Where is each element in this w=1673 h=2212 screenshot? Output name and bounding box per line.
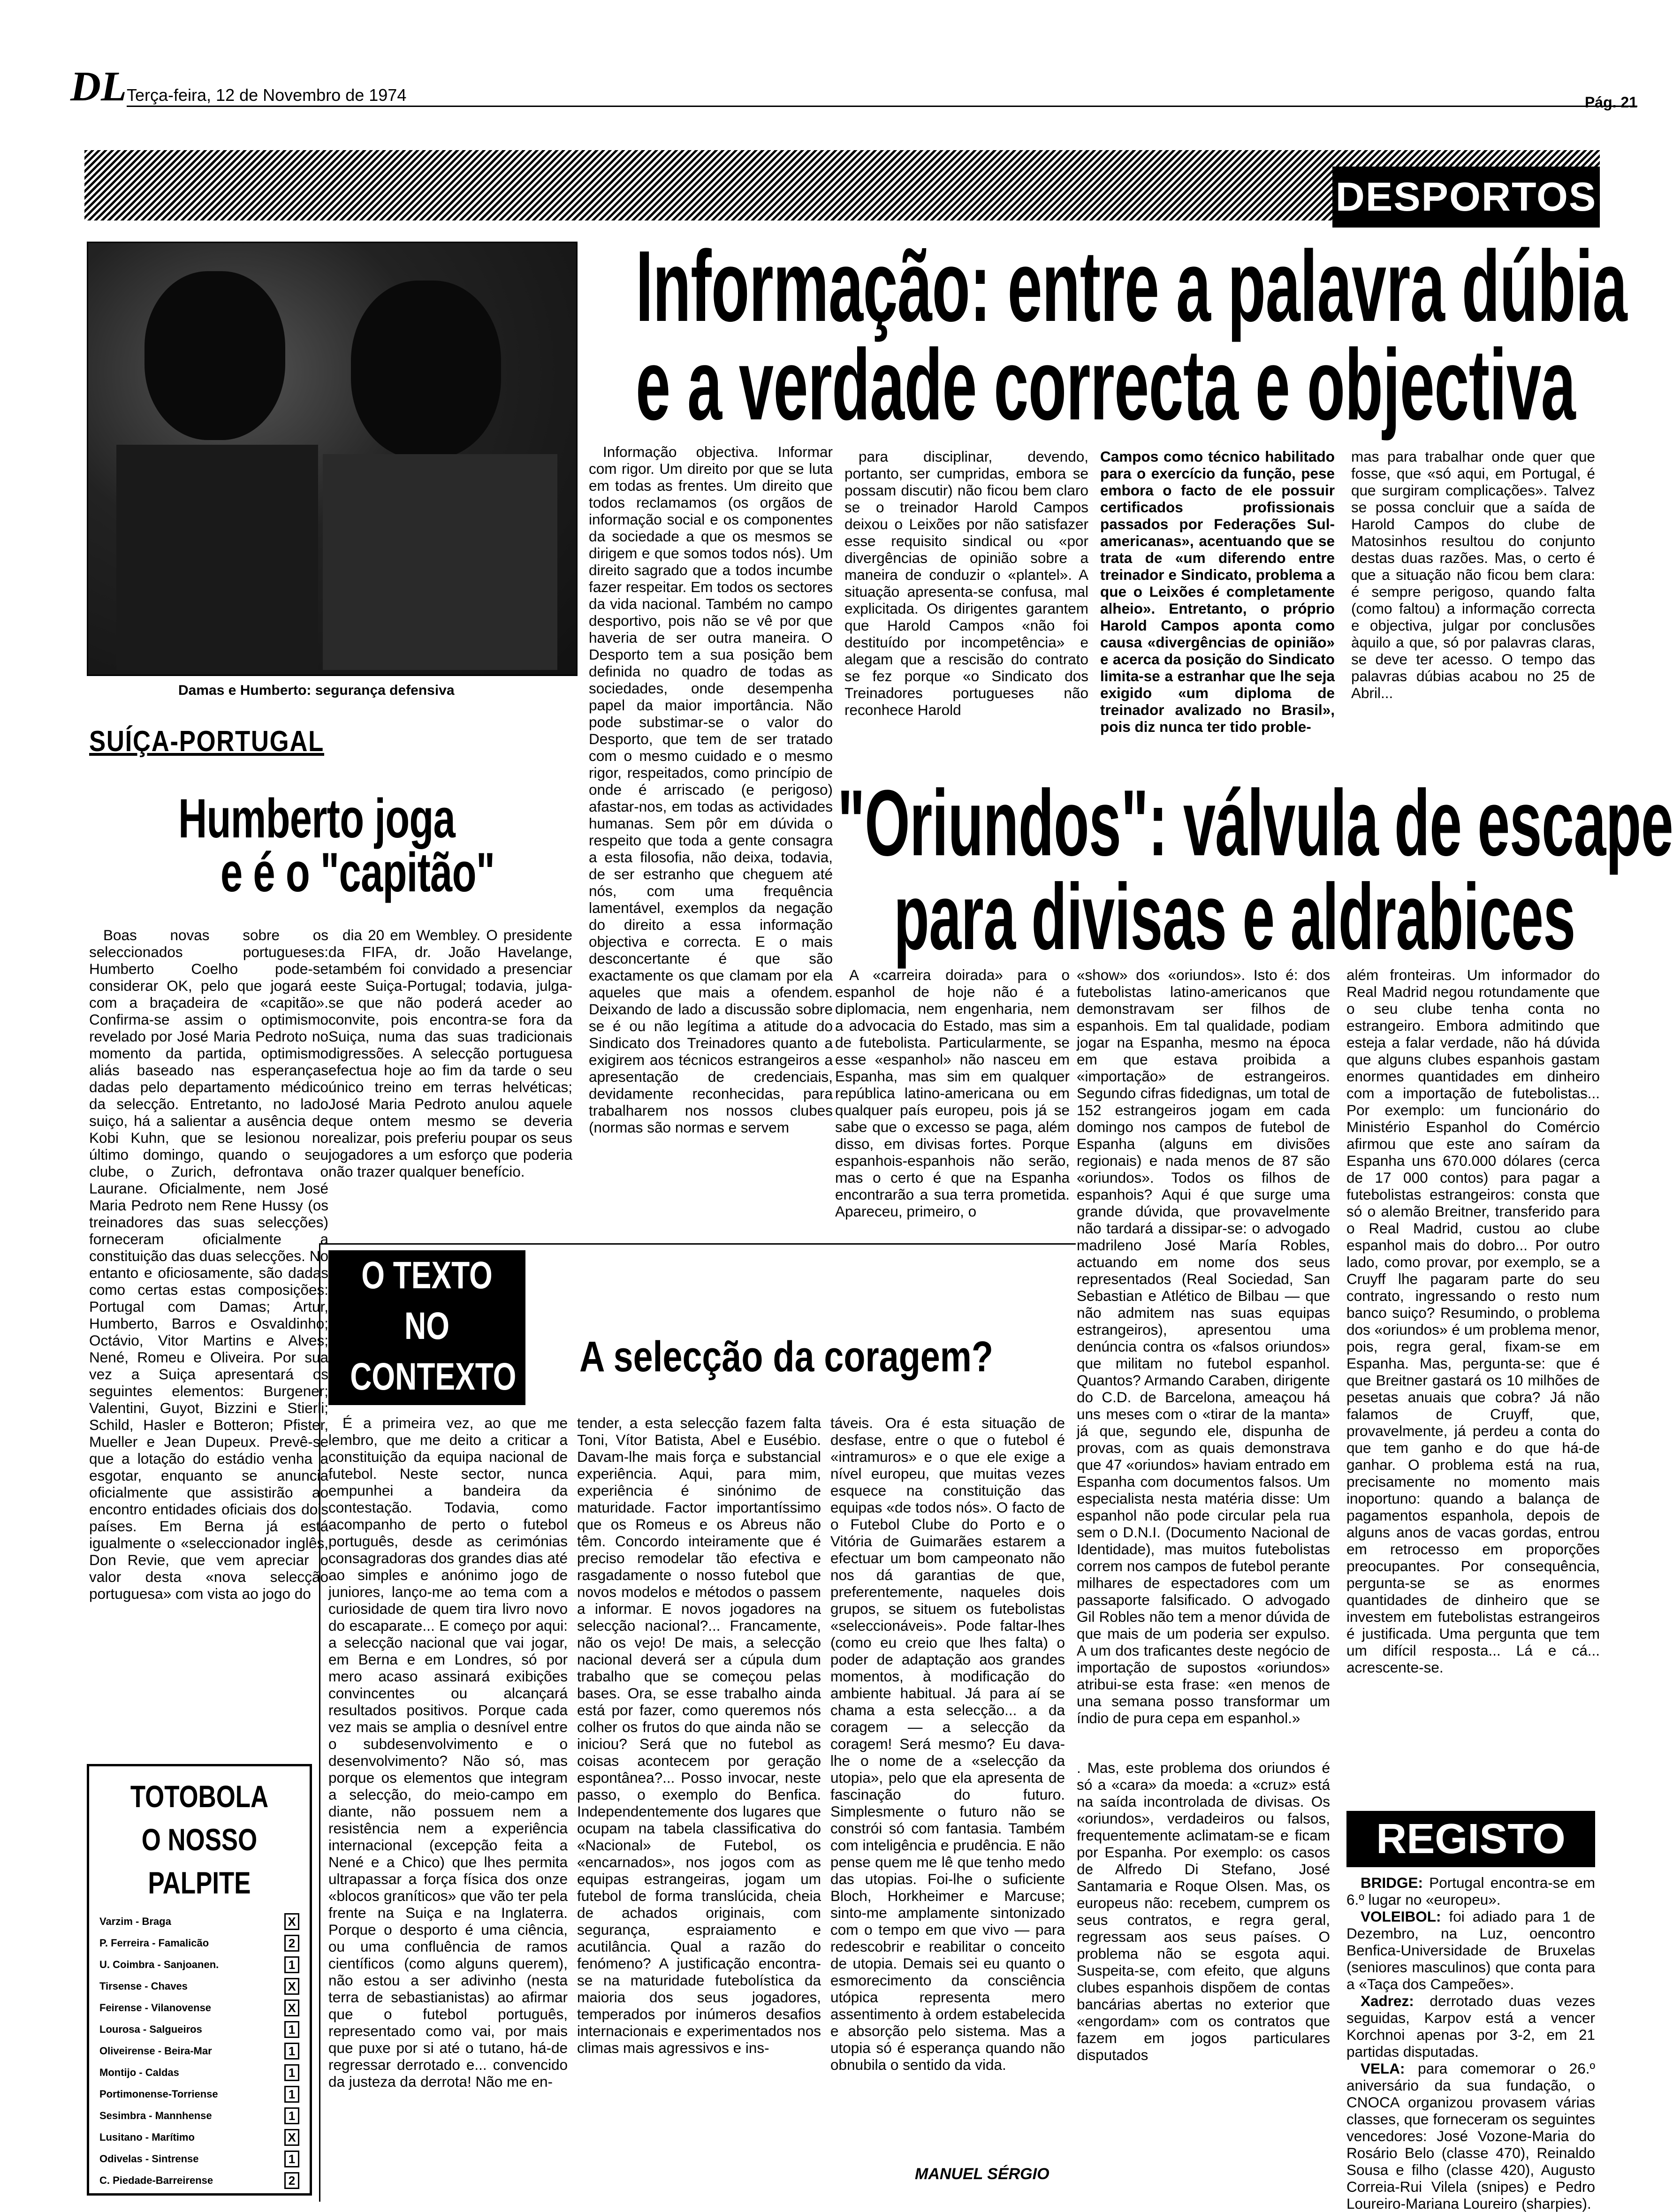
texto-article-col2: tender, a esta selecção fazem falta Toni, Vítor Batista, Abel e Eusébio. Davam-lhe mais força e substancial experiência. Aqui, para mim, experiência é sinónimo de maturidade. Factor importantíssimo que os Romeus e os Abreus não têm. Concordo inteiramente que é preciso remodelar tão efectiva e rasgadamente o nosso futebol que novos modelos e métodos o passem a informar. E novos jogadores na selecção nacional?... Francamente, não os vejo! De mais, a selecção nacional deverá ser a cúpula dum trabalho que se começou pelas bases. Ora, se esse trabalho ainda está por fazer, como queremos nós colher os frutos do que ainda não se iniciou? Será que no futebol as coisas acontecem por geração espontânea?... Posso invocar, neste passo, o exemplo do Benfica. Independentemente dos lugares que ocupam na tabela classificativa do «Nacional» de Futebol, os «encarnados», nos jogos com as equipas estrangeiras, jogam um futebol de forma translúcida, cheia de achados originais, com segurança, espraiamento e acutilância. Qual a razão do fenómeno? A justificação encontra-se na maturidade futebolística da maioria dos seus jogadores, temperados por inúmeros desafios internacionais e experimentados nos climas mais agressivos e ins- — [577, 1414, 821, 2056]
oriundos-article-col1: A «carreira doirada» para o espanhol de hoje não é a diplomacia, nem engenharia, nem a advocacia do Estado, mas sim a de futebolista. Particularmente, se esse «espanhol» não nasceu em Espanha, mas sim em qualquer república latino-americana ou em qualquer país europeu, pois já se sabe que o excesso se paga, além disso, em divisas fortes. Porque espanhois-espanhois não serão, mas o certo é que na Espanha encontrarão a sua terra prometida. Apareceu, primeiro, o — [835, 966, 1070, 1220]
texto-author: MANUEL SÉRGIO — [915, 2165, 1049, 2183]
texto-box — [328, 1250, 525, 1405]
oriundos-article-col2: «show» dos «oriundos». Isto é: dos futebolistas latino-americanos que demonstravam ser filhos de espanhois. Em tal qualidade, podiam jogar na Espanha, mesmo na época em que estava proibida a «importação» de estrangeiros. Segundo cifras fidedignas, um total de 152 estrangeiros jogam em cada domingo nos campos de futebol de Espanha (alguns em divisões regionais) e nada menos de 87 são «oriundos». Todos os filhos de espanhois? Aqui é que surge uma grande dúvida, que provavelmente não tardará a dissipar-se: o advogado madrileno José María Robles, actuando em nome dos seus representados (Real Sociedad, San Sebastian e Atlético de Bilbau — que não admitem nas suas equipas estrangeiros), apresentou uma denúncia contra os «falsos oriundos» que militam no futebol espanhol. Quantos? Armando Caraben, dirigente do C.D. de Barcelona, ameaçou há uns meses com o «tirar de la manta» já que, segundo ele, dispunha de provas, com as quais demonstrava que 47 «oriundos» haviam entrado em Espanha com documentos falsos. Um especialista nesta matéria disse: Um espanhol não pode circular pela rua sem o D.N.I. (Documento Nacional de Identidade), mas muitos futebolistas correm nos campos de futebol perante milhares de espectadores com um passaporte falsificado. O advogado Gil Robles não tem a menor dúvida de que mais de um poderia ser expulso. A um dos traficantes deste negócio de importação de supostos «oriundos» atribui-se esta frase: «en menos de una semana posso transformar um índio de pura cepa em espanhol.» — [1077, 966, 1330, 1726]
totobola-tip: 1 — [284, 2107, 299, 2124]
registo-title: REGISTO — [1346, 1811, 1595, 1867]
totobola-tip: 1 — [284, 2043, 299, 2060]
registo-item-label: VOLEIBOL: — [1361, 1908, 1449, 1925]
totobola-row — [99, 2083, 299, 2105]
registo-item-text: foi adiado para 1 de Dezembro, na Luz, oencontro Benfica-Universidade de Bruxelas (seniores masculinos) que conta para a «Taça dos Campeões». — [1346, 1908, 1595, 1992]
totobola-row — [99, 2062, 299, 2083]
totobola-match: Lourosa - Salgueiros — [99, 2023, 202, 2035]
texto-headline: A selecção da coragem? — [579, 1333, 993, 1381]
totobola-tip: 1 — [284, 2086, 299, 2103]
suica-article-col1: Boas novas sobre os seleccionados portugueses: Humberto Coelho pode-se considerar OK, pelo que jogará e com a braçadeira de «capitão». Confirma-se assim o optimismo revelado por José Maria Pedroto no momento da partida, optimismo aliás baseado nas esperanças dadas pelo departamento médico da selecção. Entretanto, no lado suiço, há a salientar a ausência de Kobi Kuhn, que se lesionou no último domingo, quando o seu clube, o Zurich, defrontava o Laurane. Oficialmente, nem José Maria Pedroto nem Rene Hussy (os treinadores das suas selecções) forneceram oficialmente a constituição das duas selecções. No entanto e oficiosamente, são dadas como certas estas composições: Portugal com Damas; Artur, Humberto, Barros e Osvaldinho; Octávio, Vitor Martins e Alves; Nené, Romeu e Oliveira. Por sua vez a Suiça apresentará os seguintes elementos: Burgener; Valentini, Guyot, Bizzini e Stierli; Schild, Hasler e Botteron; Pfister, Mueller e Jean Dupeux. Prevê-se que a lotação do estádio venha a esgotar, enquanto se anuncia oficialmente que assistirão ao encontro entidades oficiais dos dois países. Em Berna já está igualmente o «seleccionador inglês, Don Revie, que vem apreciar o valor desta «nova selecção portuguesa» com vista ao jogo do — [89, 927, 328, 1602]
page-number: Pág. 21 — [1584, 94, 1637, 111]
totobola-row — [99, 2040, 299, 2062]
photo-damas-humberto — [87, 242, 578, 676]
totobola-tip: 1 — [284, 2021, 299, 2038]
oriundos-article-col3: além fronteiras. Um informador do Real Madrid negou rotundamente que o seu clube tenha conta no estrangeiro. Embora admitindo que esteja a falar verdade, não há dúvida que alguns clubes espanhois gastam enormes quantidades em dinheiro com a importação de futebolistas... Por exemplo: um funcionário do Ministério Espanhol do Comércio afirmou que este ano saíram da Espanha uns 670.000 dólares (cerca de 17 000 contos) para pagar a futebolistas estrangeiros: consta que só o alemão Breitner, transferido para o Real Madrid, custou ao clube espanhol mais do dobro... Por outro lado, como provar, por exemplo, se a Cruyff lhe pagaram parte do seu contrato, ingressando o resto num banco suiço? Resumindo, o problema dos «oriundos» é um problema menor, pois, regra geral, fixam-se em Espanha. Mas, pergunta-se: que é que Breitner gastará os 10 milhões de pesetas anuais que cobra? Já não falamos de Cruyff, que, provavelmente, já perdeu a conta do que tem ganho e do que há-de ganhar. O problema está na rua, precisamente no momento mais inoportuno: quando a balança de pagamentos espanhola, depois de alguns anos de vacas gordas, entrou em retrocesso em proporções preocupantes. Por consequência, pergunta-se se as enormes quantidades de dinheiro que se investem em futebolistas estrangeiros é justificada. Uma pergunta que tem um difícil resposta... Lá e cá... acrescente-se. — [1346, 966, 1600, 1676]
totobola-panel — [87, 1764, 312, 2196]
totobola-title-line1: TOTOBOLA — [130, 1779, 269, 1814]
suica-kicker: SUÍÇA-PORTUGAL — [89, 725, 325, 758]
date-line: Terça-feira, 12 de Novembro de 1974 — [127, 85, 407, 105]
oriundos-article-col4: . Mas, este problema dos oriundos é só a «cara» da moeda: a «cruz» está na saída incontrolada de divisas. Os «oriundos», verdadeiros ou falsos, frequentemente aclimatam-se e ficam por Espanha. Por exemplo: os casos de Alfredo Di Stefano, José Santamaria e Roque Olsen. Mas, os europeus não: recebem, cumprem os seus contratos, e regra geral, regressam aos seus países. O problema não se esgota aqui. Suspeita-se, com efeito, que alguns clubes espanhois dispõem de contas bancárias abertas no exterior que «engordam» com os contratos que fazem em jogos particulares disputados — [1077, 1759, 1330, 2063]
totobola-row — [99, 2127, 299, 2148]
totobola-tip: X — [284, 1999, 299, 2016]
totobola-title-line3: PALPITE — [148, 1865, 251, 1900]
figure-left — [144, 271, 285, 440]
totobola-match: Portimonense-Torriense — [99, 2088, 218, 2100]
totobola-match: Odivelas - Sintrense — [99, 2153, 199, 2165]
registo-list — [1346, 1874, 1595, 2212]
texto-article-col1: É a primeira vez, ao que me lembro, que me deito a criticar a constituição da equipa nacional de futebol. Neste sector, nunca empunhei a bandeira da contestação. Todavia, como acompanho de perto o futebol português, desde as cerimónias consagradoras dos grandes dias até ao simples e anónimo jogo de juniores, lanço-me ao tema com a curiosidade de quem tira livro novo do escaparate... E começo por aqui: a selecção nacional que vai jogar, em Berna e em Londres, só por mero acaso assinará exibições convincentes ou alcançará resultados positivos. Porque cada vez mais se amplia o desnível entre o subdesenvolvimento e o desenvolvimento? Não só, mas porque os elementos que integram a selecção, do meio-campo em diante, não possuem nem a resistência nem a experiência internacional (excepção feita a Nené e a Chico) que lhes permita ultrapassar a força física dos onze «blocos graníticos» que vão ter pela frente na Suiça e na Inglaterra. Porque o desporto é uma ciência, ou uma confluência de ramos científicos (como alguns querem), não estou a ser adivinho (nesta terra de sebastianistas) ao afirmar que o futebol português, representado como vai, por mais que puxe por si até o tutano, há-de regressar derrotado e... convencido da justeza da derrota! Não me en- — [328, 1414, 568, 2090]
registo-item — [1346, 1992, 1595, 2060]
newspaper-logo: DL — [70, 63, 127, 110]
section-title: DESPORTOS — [1332, 167, 1600, 228]
main-headline-line2: e a verdade correcta e objectiva — [636, 328, 1575, 441]
registo-item-label: BRIDGE: — [1361, 1874, 1430, 1891]
totobola-row — [99, 1911, 299, 1932]
totobola-match: Montijo - Caldas — [99, 2067, 179, 2078]
oriundos-headline-line2: para divisas e aldrabices — [894, 865, 1575, 969]
registo-item-text: para comemorar o 26.º aniversário da sua fundação, o CNOCA organizou provasem várias classes, que forneceram os seguintes vencedores: José Vozone-Maria do Rosário Belo (classe 470), Reinaldo Sousa e filho (classe 420), Augusto Correia-Rui Vilela (snipes) e Pedro Loureiro-Mariana Loureiro (sharpies). — [1346, 2060, 1595, 2212]
registo-item-label: VELA: — [1361, 2060, 1418, 2077]
texto-article-col3: táveis. Ora é esta situação de desfase, entre o que o futebol é «intramuros» e o que ele exige a nível europeu, que muitas vezes esquece na constituição das equipas «de todos nós». O facto de o Futebol Clube do Porto e o Vitória de Guimarães estarem a efectuar um bom campeonato não nos dá garantias de que, preferentemente, naqueles dois grupos, se situem os futebolistas «seleccionáveis». Pode faltar-lhes (como eu creio que lhes falta) o poder de adaptação aos grandes momentos, à modificação do ambiente habitual. Já para aí se chama a esta selecção... a da coragem — a selecção da coragem! Será mesmo? Eu dava-lhe o nome de a «selecção da utopia», pelo que ela apresenta de fascinação do futuro. Simplesmente o futuro não se constrói só com fantasia. Também com inteligência e prudência. E não pense quem me lê que tenho medo das utopias. Foi-lhe o suficiente Bloch, Horkheimer e Marcuse; sinto-me amplamente sintonizado com o tempo em que vivo — para redescobrir e reabilitar o conceito de utopia. Demais sei eu quanto o esmorecimento da consciência utópica representa mero assentimento à ordem estabelecida e absorção pelo sistema. Mas a utopia só é esperança quando não obnubila o sentido da vida. — [830, 1414, 1065, 2073]
suica-article-col2: dia 20 em Wembley. O presidente da FIFA, dr. João Havelange, também foi convidado a presenciar este Suiça-Portugal; todavia, julga-se que não poderá aceder ao convite, pois encontra-se fora da Suiça, numa das suas tradicionais digressões. A selecção portuguesa efectua hoje ao fim da tarde o seu único treino em terras helvéticas; José Maria Pedroto anulou aquele que ontem mesmo se deveria realizar, pois preferiu poupar os seus jogadores a um esforço que poderia não trazer qualquer benefício. — [328, 927, 572, 1180]
totobola-match: U. Coimbra - Sanjoanen. — [99, 1959, 219, 1970]
totobola-match: Varzim - Braga — [99, 1916, 171, 1927]
registo-item-label: Xadrez: — [1361, 1992, 1430, 2009]
texto-box-line1: O TEXTO — [361, 1254, 493, 1297]
totobola-match: Oliveirense - Beira-Mar — [99, 2045, 212, 2057]
totobola-row — [99, 2105, 299, 2127]
registo-item — [1346, 2060, 1595, 2212]
texto-box-line2: NO — [404, 1305, 449, 1347]
totobola-tip: 1 — [284, 2151, 299, 2167]
suica-headline-line2: e é o "capitão" — [221, 842, 495, 904]
totobola-row — [99, 2148, 299, 2170]
suica-headline-line1: Humberto joga — [178, 788, 456, 850]
figure-right-body — [323, 454, 557, 670]
totobola-tip: X — [284, 1978, 299, 1995]
photo-caption: Damas e Humberto: segurança defensiva — [178, 683, 455, 698]
totobola-list — [99, 1911, 299, 2191]
totobola-match: Feirense - Vilanovense — [99, 2002, 212, 2014]
totobola-match: P. Ferreira - Famalicão — [99, 1937, 209, 1949]
totobola-match: Sesimbra - Mannhense — [99, 2110, 212, 2121]
totobola-row — [99, 1954, 299, 1976]
registo-item — [1346, 1874, 1595, 1908]
main-article-col1: Informação objectiva. Informar com rigor. Um direito por que se luta em todas as frentes. Um direito que todos reclamamos (os orgãos de informação social e os componentes da sociedade a que os mesmos se dirigem e que somos todos nós). Um direito sagrado que a todos incumbe fazer respeitar. Em todos os sectores da vida nacional. Também no campo desportivo, pois não se vê por que haveria de ser outra maneira. O Desporto tem a sua posição bem definida no quadro de todas as sociedades, onde desempenha papel da maior importância. Não pode substimar-se o valor do Desporto, que tem de ser tratado com o mesmo cuidado e o mesmo rigor, respeitados, como princípio de onde é arriscado (e perigoso) afastar-nos, em todas as actividades humanas. Sem pôr em dúvida o respeito que toda a gente consagra a esta filosofia, não deixa, todavia, de ser estranho que cheguem até nós, com uma frequência lamentável, exemplos da negação do direito a essa informação objectiva e correcta. E o mais desconcertante é que são exactamente os que clamam por ela aqueles que mais a ofendem. Deixando de lado a discussão sobre se é ou não legítima a atitude do Sindicato dos Treinadores quanto a exigirem aos técnicos estrangeiros a apresentação de credenciais, devidamente reconhecidas, para trabalharem nos nossos clubes (normas são normas e servem — [589, 443, 833, 1136]
texto-box-line3: CONTEXTO — [350, 1355, 517, 1398]
totobola-match: Lusitano - Marítimo — [99, 2131, 195, 2143]
main-headline-line1: Informação: entre a palavra dúbia — [636, 229, 1627, 342]
totobola-row — [99, 1932, 299, 1954]
totobola-tip: 1 — [284, 1956, 299, 1973]
totobola-row — [99, 1976, 299, 1997]
registo-item-text: Portugal encontra-se em 6.º lugar no «europeu». — [1346, 1874, 1595, 1908]
totobola-title-line2: O NOSSO — [141, 1822, 258, 1857]
figure-right — [351, 281, 501, 459]
main-article-col4: mas para trabalhar onde quer que fosse, que «só aqui, em Portugal, é que surgiram complicações». Talvez se possa concluir que a saída de Harold Campos do clube de Matosinhos resultou do conjunto destas duas razões. Mas, o certo é que a situação não ficou bem clara: é sempre perigoso, quando falta (como faltou) a informação correcta e objectiva, julgar por conclusões àquilo a que, só por palavras claras, se deve ter acesso. O tempo das palavras dúbias acabou no 25 de Abril... — [1351, 448, 1595, 701]
main-article-col3: Campos como técnico habilitado para o exercício da função, pese embora o facto de ele possuir certificados profissionais passados por Federações Sul-americanas», acentuando que se trata de «um diferendo entre treinador e Sindicato, problema a que o Leixões é completamente alheio». Entretanto, o próprio Harold Campos aponta como causa «divergências de opinião» e acerca da posição do Sindicato limita-se a estranhar que lhe seja exigido «um diploma de treinador avalizado no Brasil», pois diz nunca ter tido proble- — [1100, 448, 1335, 735]
totobola-match: Tirsense - Chaves — [99, 1980, 188, 1992]
masthead — [70, 61, 1637, 111]
totobola-row — [99, 2170, 299, 2191]
totobola-tip: 2 — [284, 1935, 299, 1952]
totobola-tip: 2 — [284, 2172, 299, 2189]
totobola-tip: 1 — [284, 2064, 299, 2081]
main-article-col2: para disciplinar, devendo, portanto, ser cumpridas, embora se possam discutir) não ficou bem claro se o treinador Harold Campos deixou o Leixões por não satisfazer esse requisito sindical ou «por divergências de opinião sobre a maneira de conduzir o «plantel». A situação apresenta-se confusa, mal explicitada. Os dirigentes garantem que Harold Campos «não foi destituído por incompetência» e alegam que a rescisão do contrato se fez porque «o Sindicato dos Treinadores portugueses não reconhece Harold — [844, 448, 1088, 718]
registo-item — [1346, 1908, 1595, 1992]
figure-left-body — [116, 445, 318, 670]
oriundos-headline-line1: "Oriundos": válvula de escape — [837, 771, 1673, 875]
totobola-tip: X — [284, 2129, 299, 2146]
totobola-match: C. Piedade-Barreirense — [99, 2174, 213, 2186]
masthead-rule — [127, 106, 1637, 107]
totobola-row — [99, 1997, 299, 2019]
totobola-row — [99, 2019, 299, 2040]
registo-item-text: derrotado duas vezes seguidas, Karpov está a vencer Korchnoi apenas por 3-2, em 21 partidas disputadas. — [1346, 1992, 1595, 2060]
totobola-tip: X — [284, 1913, 299, 1930]
